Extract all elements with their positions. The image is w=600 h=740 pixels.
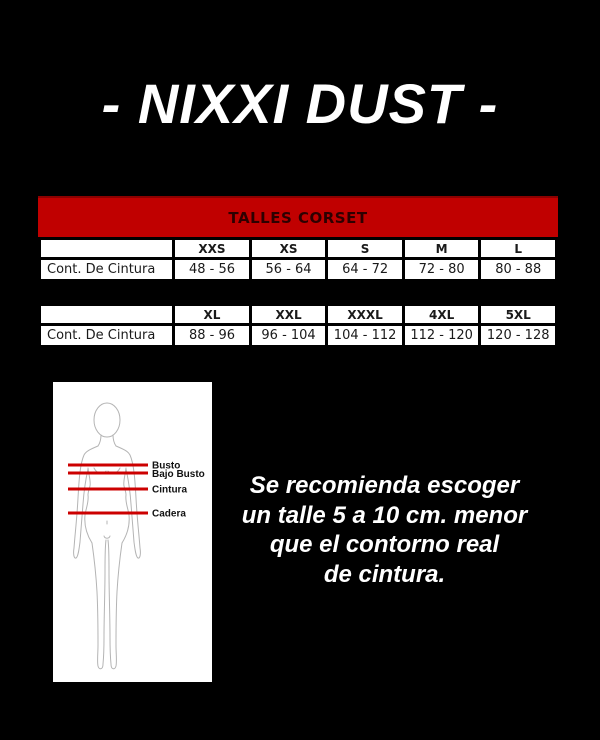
waist-measure-row [41, 326, 555, 345]
size-cell: XXXL [328, 306, 402, 323]
note-line: que el contorno real [269, 531, 500, 558]
size-cell: XXS [175, 240, 249, 257]
page-title: - NIXXI DUST - [101, 72, 499, 135]
row-label-cell: Cont. De Cintura [41, 260, 172, 279]
bust-label: Busto [152, 460, 181, 472]
waist-value-cell: 56 - 64 [252, 260, 326, 279]
recommendation-note [212, 471, 557, 589]
size-cell: XS [252, 240, 326, 257]
corner-cell [41, 240, 172, 257]
waist-value-cell: 96 - 104 [252, 326, 326, 345]
waist-value-cell: 72 - 80 [405, 260, 479, 279]
hip-label: Cadera [152, 508, 186, 520]
waist-value-cell: 80 - 88 [481, 260, 555, 279]
measurement-figure-card [53, 382, 212, 682]
row-label-cell: Cont. De Cintura [41, 326, 172, 345]
waist-measure-row [41, 260, 555, 279]
size-cell: XL [175, 306, 249, 323]
waist-value-cell: 48 - 56 [175, 260, 249, 279]
size-cell: 4XL [405, 306, 479, 323]
waist-value-cell: 88 - 96 [175, 326, 249, 345]
size-header-row [41, 240, 555, 257]
female-body-outline-icon [74, 403, 141, 669]
waist-label: Cintura [152, 484, 187, 496]
size-header-row [41, 306, 555, 323]
table-title-bar: TALLES CORSET [38, 196, 558, 237]
corner-cell [41, 306, 172, 323]
body-measurement-diagram [53, 382, 212, 682]
size-chart-section [38, 196, 558, 348]
note-line: Se recomienda escoger [249, 472, 520, 499]
waist-value-cell: 120 - 128 [481, 326, 555, 345]
waist-value-cell: 112 - 120 [405, 326, 479, 345]
measurement-labels [152, 461, 205, 520]
waist-value-cell: 104 - 112 [328, 326, 402, 345]
size-cell: L [481, 240, 555, 257]
size-cell: XXL [252, 306, 326, 323]
underbust-label: Bajo Busto [152, 469, 205, 480]
waist-value-cell: 64 - 72 [328, 260, 402, 279]
size-cell: 5XL [481, 306, 555, 323]
note-line: de cintura. [323, 560, 446, 588]
note-line: un talle 5 a 10 cm. menor [241, 501, 528, 529]
size-cell: M [405, 240, 479, 257]
size-table-large-sizes [38, 303, 558, 348]
size-cell: S [328, 240, 402, 257]
size-table-small-sizes [38, 237, 558, 282]
